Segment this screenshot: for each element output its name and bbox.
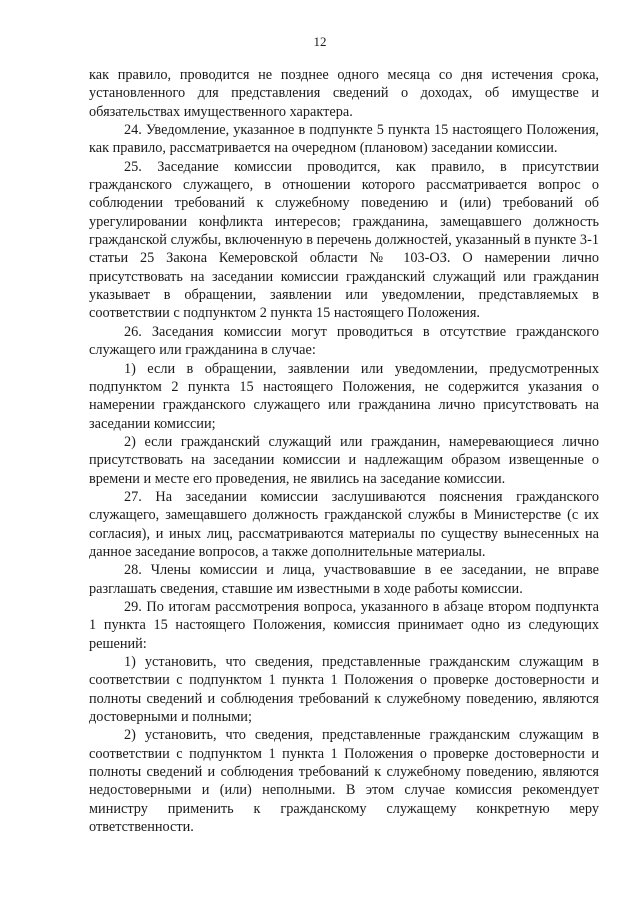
paragraph-item-24: 24. Уведомление, указанное в подпункте 5 пункта 15 настоящего Положения, как правило, рассматривается на очередном (плановом) заседании комиссии. — [89, 122, 599, 157]
paragraph-item-29-1: 1) установить, что сведения, представленные гражданским служащим в соответствии с подпунктом 1 пункта 1 Положения о проверке достоверности и полноты сведений и соблюдения требований к служебному поведению, являются достоверными и полными; — [89, 654, 599, 726]
paragraph-continuation: как правило, проводится не позднее одного месяца со дня истечения срока, установленного для представления сведений о доходах, об имуществе и обязательствах имущественного характера. — [89, 67, 599, 120]
paragraph-item-28: 28. Члены комиссии и лица, участвовавшие в ее заседании, не вправе разглашать сведения, ставшие им известными в ходе работы комиссии. — [89, 562, 599, 597]
paragraph-item-29: 29. По итогам рассмотрения вопроса, указанного в абзаце втором подпункта 1 пункта 15 настоящего Положения, комиссия принимает одно из следующих решений: — [89, 598, 599, 652]
paragraph-item-26-2: 2) если гражданский служащий или гражданин, намеревающиеся лично присутствовать на заседании комиссии и надлежащим образом извещенные о времени и месте его проведения, не явились на заседание комиссии. — [89, 433, 599, 487]
paragraph-item-25: 25. Заседание комиссии проводится, как правило, в присутствии гражданского служащего, в отношении которого рассматривается вопрос о соблюдении требований к служебному поведению и (или) требований об урегулировании конфликта интересов; гражданина, замещавшего должность гражданской службы, включенную в перечень должностей, указанный в пункте 3-1 статьи 25 Закона Кемеровской области № 103-ОЗ. О намерении лично присутствовать на заседании комиссии гражданский служащий или гражданин указывает в обращении, заявлении или уведомлении, представляемых в соответствии с подпунктом 2 пункта 15 настоящего Положения. — [89, 158, 599, 322]
paragraph-item-26: 26. Заседания комиссии могут проводиться в отсутствие гражданского служащего или гражданина в случае: — [89, 323, 599, 359]
paragraph-item-27: 27. На заседании комиссии заслушиваются пояснения гражданского служащего, замещавшего должность гражданской службы в Министерстве (с их согласия), и иных лиц, рассматриваются материалы по существу вынесенных на данное заседание вопросов, а также дополнительные материалы. — [89, 488, 599, 560]
paragraph-item-29-2: 2) установить, что сведения, представленные гражданским служащим в соответствии с подпунктом 1 пункта 1 Положения о проверке достоверности и полноты сведений и соблюдения требований к служебному поведению, являются недостоверными и (или) неполными. В этом случае комиссия рекомендует министру применить к гражданскому служащему конкретную меру ответственности. — [89, 727, 599, 836]
paragraph-item-26-1: 1) если в обращении, заявлении или уведомлении, предусмотренных подпунктом 2 пункта 15 настоящего Положения, не содержится указания о намерении гражданского служащего или гражданина лично присутствовать на заседании комиссии; — [89, 360, 599, 432]
page-number: 12 — [313, 34, 327, 49]
body-text — [89, 66, 599, 836]
